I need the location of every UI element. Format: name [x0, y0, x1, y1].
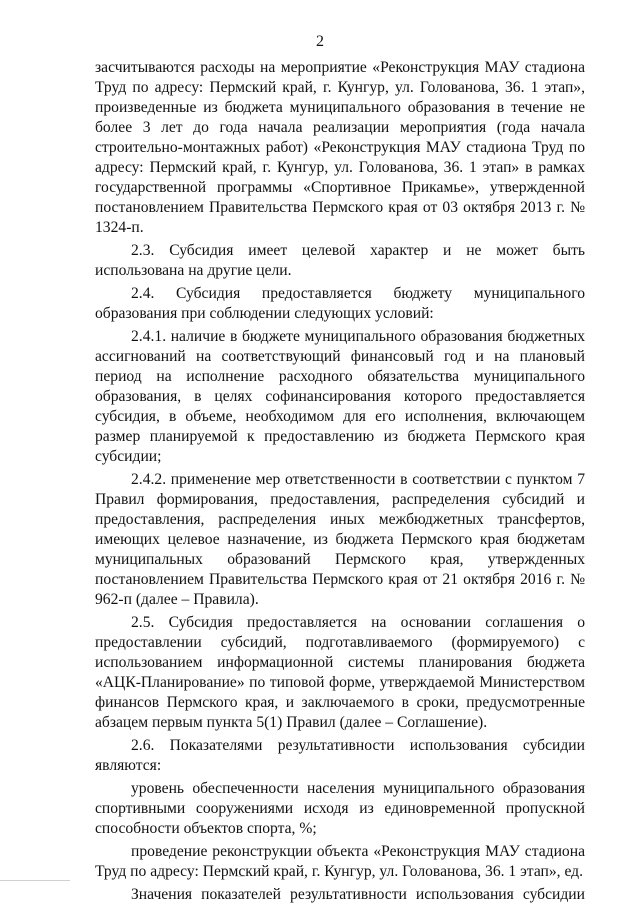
paragraph-indicator-values: Значения показателей результативности использования субсидии — [131, 886, 585, 903]
document-body — [95, 58, 585, 905]
paragraph-2-5: 2.5. Субсидия предоставляется на основании соглашения о предоставлении субсидий, подготавливаемого (формируемого) с использованием информационной системы планирования бюджета «АЦК-Планирование» по типовой форме, утверждаемой Министерством финансов Пермского края, и заключаемого в сроки, предусмотренные абзацем первым пункта 5(1) Правил (далее – Соглашение). — [95, 614, 585, 731]
paragraph-2-4: 2.4. Субсидия предоставляется бюджету муниципального образования при соблюдении следующих условий: — [95, 285, 585, 322]
paragraph-continuation: засчитываются расходы на мероприятие «Реконструкция МАУ стадиона Труд по адресу: Пермский край, г. Кунгур, ул. Голованова, 36. 1 этап», произведенные из бюджета муниципального образования в течение не более 3 лет до года начала реализации мероприятия (года начала строительно-монтажных работ) «Реконструкция МАУ стадиона Труд по адресу: Пермский край, г. Кунгур, ул. Голованова, 36. 1 этап» в рамках государственной программы «Спортивное Прикамье», утвержденной постановлением Правительства Пермского края от 03 октября 2013 г. № 1324-п. — [95, 59, 585, 236]
paragraph-2-6: 2.6. Показателями результативности использования субсидии являются: — [95, 737, 585, 774]
indicator-1: уровень обеспеченности населения муниципального образования спортивными сооружениями исходя из единовременной пропускной способности объектов спорта, %; — [95, 780, 585, 837]
page-number: 2 — [316, 33, 324, 50]
paragraph-2-4-2: 2.4.2. применение мер ответственности в соответствии с пунктом 7 Правил формирования, предоставления, распределения субсидий и предоставления, распределения иных межбюджетных трансфертов, имеющих целевое назначение, из бюджета Пермского края бюджетам муниципальных образований Пермского края, утвержденных постановлением Правительства Пермского края от 21 октября 2016 г. № 962-п (далее – Правила). — [95, 471, 585, 608]
paragraph-2-4-1: 2.4.1. наличие в бюджете муниципального образования бюджетных ассигнований на соответствующий финансовый год и на плановый период на исполнение расходного обязательства муниципального образования, в целях софинансирования которого предоставляется субсидия, в объеме, необходимом для его исполнения, включающем размер планируемой к предоставлению из бюджета Пермского края субсидии; — [95, 328, 585, 465]
paragraph-2-3: 2.3. Субсидия имеет целевой характер и не может быть использована на другие цели. — [95, 242, 585, 279]
indicator-2: проведение реконструкции объекта «Реконструкция МАУ стадиона Труд по адресу: Пермский край, г. Кунгур, ул. Голованова, 36. 1 этап», ед. — [95, 843, 585, 880]
scan-artifact-line — [0, 880, 70, 881]
scan-artifact-mark — [235, 876, 245, 877]
